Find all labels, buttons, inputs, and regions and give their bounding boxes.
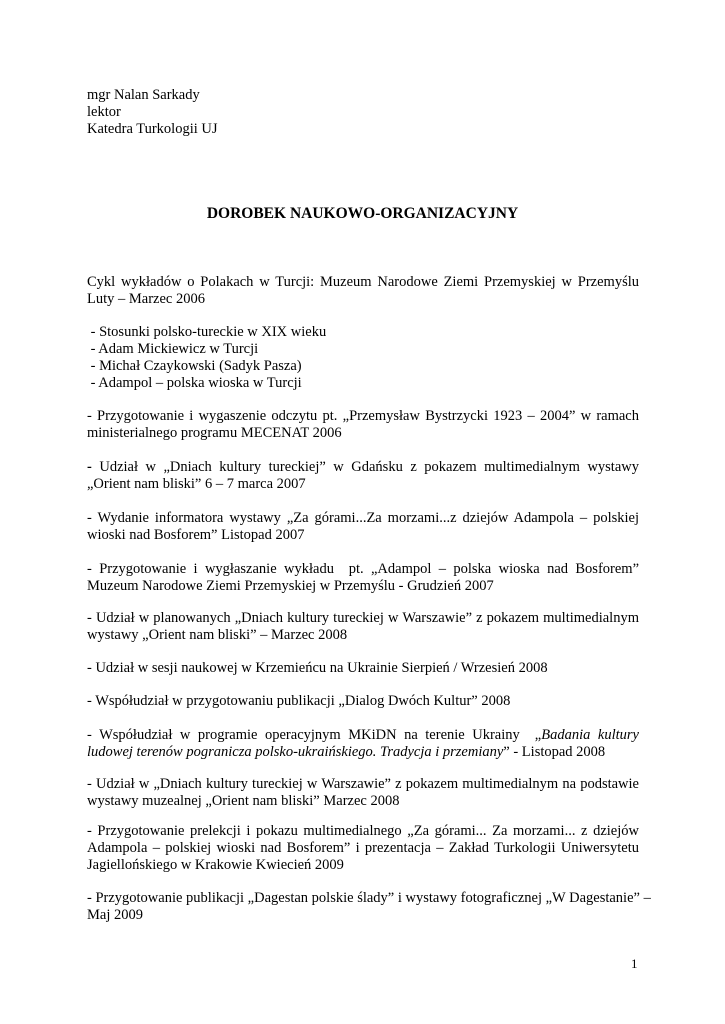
item-4-line-2: Muzeum Narodowe Ziemi Przemyskiej w Przemyślu - Grudzień 2007 — [87, 578, 494, 594]
item-8-line-1 — [87, 727, 639, 744]
item-10-line-1: - Przygotowanie prelekcji i pokazu multimedialnego „Za górami... Za morzami... z dziejów — [87, 823, 639, 839]
item-10-line-3: Jagiellońskiego w Krakowie Kwiecień 2009 — [87, 857, 344, 873]
page-number: 1 — [631, 956, 638, 971]
item-1-line-1: - Przygotowanie i wygaszenie odczytu pt. „Przemysław Bystrzycki 1923 – 2004” w ramach — [87, 408, 639, 424]
item-7-line-1: - Współudział w przygotowaniu publikacji „Dialog Dwóch Kultur” 2008 — [87, 693, 511, 709]
item-8-line-2 — [87, 744, 639, 761]
item-2-text: Udział w „Dniach kultury tureckiej” w Gdańsku z pokazem multimedialnym wystawy — [91, 459, 639, 475]
list-item: - Stosunki polsko-tureckie w XIX wieku — [87, 324, 327, 340]
item-3-line-1: - Wydanie informatora wystawy „Za górami...Za morzami...z dziejów Adampola – polskiej — [87, 510, 639, 526]
list-item: - Adam Mickiewicz w Turcji — [87, 341, 259, 357]
item-9-line-1: - Udział w „Dniach kultury tureckiej w Warszawie” z pokazem multimedialnym na podstawie — [87, 776, 639, 792]
item-10-line-2: Adampola – polskiej wioski nad Bosforem” i prezentacja – Zakład Turkologii Uniwersytetu — [87, 840, 639, 856]
item-4 — [87, 561, 639, 595]
item-1 — [87, 408, 639, 442]
item-2-line-2: „Orient nam bliski” 6 – 7 marca 2007 — [87, 476, 306, 492]
author-department: Katedra Turkologii UJ — [87, 121, 218, 137]
item-7 — [87, 693, 639, 710]
item-2-line-1 — [87, 459, 639, 476]
item-6 — [87, 660, 639, 677]
author-position: lektor — [87, 104, 121, 120]
lecture-list — [87, 324, 326, 392]
item-8-text-a: - Współudział w programie operacyjnym MKiDN na terenie Ukrainy „ — [87, 727, 542, 743]
item-8-text-b: ” - Listopad 2008 — [503, 744, 606, 760]
item-5-line-1: - Udział w planowanych „Dniach kultury tureckiej w Warszawie” z pokazem multimedialnym — [87, 610, 639, 626]
item-11-line-1: - Przygotowanie publikacji „Dagestan polskie ślady” i wystawy fotograficznej „W Dagestanie” – — [87, 890, 651, 906]
item-5 — [87, 610, 639, 644]
item-8-italic-b: ludowej terenów pogranicza polsko-ukraińskiego. Tradycja i przemiany — [87, 744, 504, 760]
item-6-line-1: - Udział w sesji naukowej w Krzemieńcu na Ukrainie Sierpień / Wrzesień 2008 — [87, 660, 548, 676]
page-title: DOROBEK NAUKOWO-ORGANIZACYJNY — [206, 205, 519, 222]
item-8 — [87, 727, 639, 761]
item-1-line-2: ministerialnego programu MECENAT 2006 — [87, 425, 342, 441]
item-9 — [87, 776, 639, 810]
intro-line-1: Cykl wykładów o Polakach w Turcji: Muzeum Narodowe Ziemi Przemyskiej w Przemyślu — [87, 274, 639, 290]
item-10 — [87, 823, 639, 874]
list-item: - Adampol – polska wioska w Turcji — [87, 375, 302, 391]
author-name: mgr Nalan Sarkady — [87, 87, 200, 103]
intro-paragraph — [87, 274, 639, 308]
intro-line-2: Luty – Marzec 2006 — [87, 291, 205, 307]
item-3-line-2: wioski nad Bosforem” Listopad 2007 — [87, 527, 305, 543]
item-2-dash: - — [87, 459, 92, 475]
item-8-italic-a: Badania kultury — [541, 727, 639, 743]
item-5-line-2: wystawy „Orient nam bliski” – Marzec 2008 — [87, 627, 348, 643]
item-11 — [87, 890, 651, 924]
item-3 — [87, 510, 639, 544]
item-11-line-2: Maj 2009 — [87, 907, 143, 923]
item-4-line-1: - Przygotowanie i wygłaszanie wykładu pt. „Adampol – polska wioska nad Bosforem” — [87, 561, 639, 577]
item-9-line-2: wystawy muzealnej „Orient nam bliski” Marzec 2008 — [87, 793, 400, 809]
list-item: - Michał Czaykowski (Sadyk Pasza) — [87, 358, 302, 374]
item-2 — [87, 459, 639, 493]
author-header — [87, 87, 218, 138]
